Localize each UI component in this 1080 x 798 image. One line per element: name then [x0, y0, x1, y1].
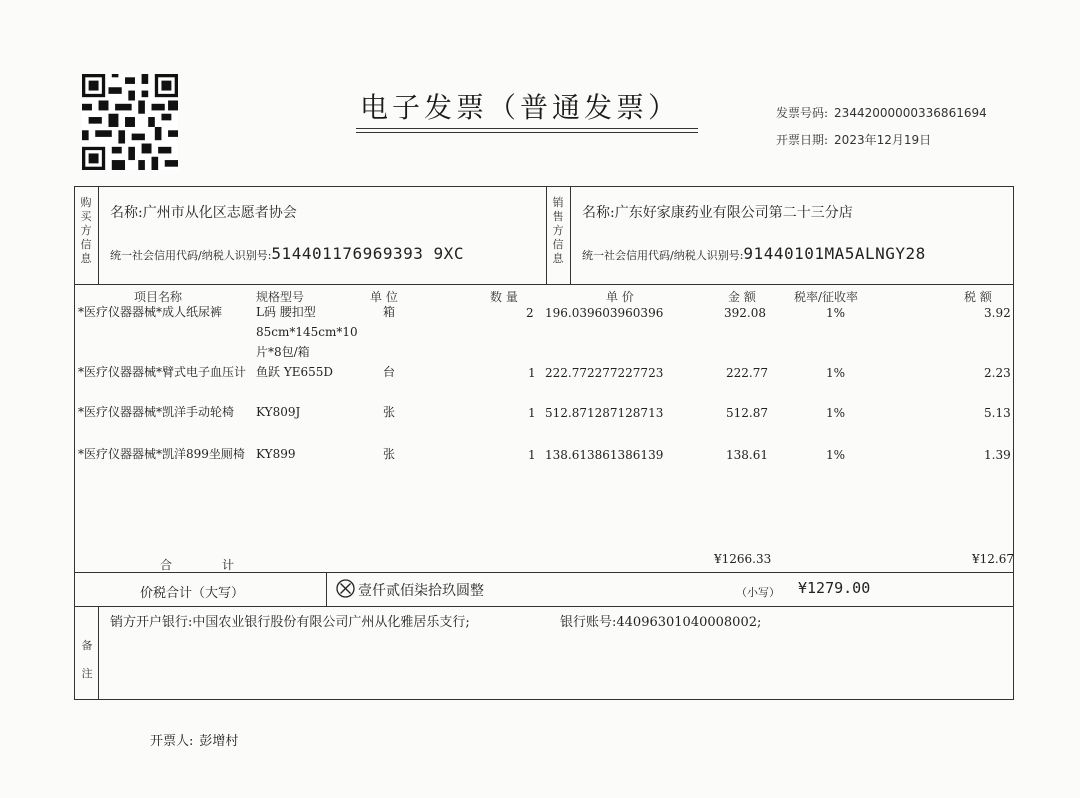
- item-4-amount: 138.61: [726, 448, 768, 462]
- cross-circle-icon: [336, 579, 355, 598]
- title-underline-2: [356, 132, 698, 133]
- item-2-tax: 2.23: [984, 366, 1011, 380]
- issue-date-value: 2023年12月19日: [834, 133, 932, 147]
- seller-name-field: [582, 202, 853, 222]
- invoice-number-value: 23442000000336861694: [834, 106, 987, 120]
- buyer-section-label: 购买方信息: [80, 196, 92, 265]
- divider-party-bottom: [74, 284, 1014, 285]
- col-header-spec: 规格型号: [256, 290, 305, 304]
- col-header-price: 单 价: [606, 290, 634, 304]
- col-header-amount: 金 额: [728, 290, 756, 304]
- total-label: 合计: [160, 558, 285, 572]
- divider-buyer-label: [98, 186, 99, 284]
- buyer-name-field: [110, 202, 297, 222]
- item-1-name: *医疗仪器器械*成人纸尿裤: [78, 305, 223, 319]
- invoice-number-field: [776, 104, 987, 121]
- issuer-name: 彭增村: [199, 734, 239, 749]
- item-2-price: 222.772277227723: [545, 366, 664, 380]
- item-4-price: 138.613861386139: [545, 448, 664, 462]
- item-3-price: 512.871287128713: [545, 406, 664, 420]
- item-3-unit: 张: [383, 405, 396, 419]
- item-1-rate: 1%: [826, 306, 846, 320]
- qr-code: [82, 74, 178, 170]
- buyer-name-label: 名称:: [110, 205, 143, 221]
- item-4-name: *医疗仪器器械*凯洋899坐厕椅: [78, 447, 245, 461]
- total-tax: ¥12.67: [972, 552, 1014, 566]
- item-2-qty: 1: [528, 366, 536, 380]
- item-4-qty: 1: [528, 448, 536, 462]
- item-1-amount: 392.08: [724, 306, 766, 320]
- item-2-amount: 222.77: [726, 366, 768, 380]
- grand-total-words: 壹仟贰佰柒拾玖圆整: [358, 583, 484, 599]
- seller-name: 广东好家康药业有限公司第二十三分店: [614, 205, 853, 221]
- divider-remarks-label: [98, 606, 99, 700]
- item-3-spec: KY809J: [256, 405, 301, 419]
- buyer-code: 514401176969393 9XC: [271, 244, 464, 263]
- divider-grand-total: [326, 572, 327, 606]
- item-2-rate: 1%: [826, 366, 846, 380]
- item-2-name: *医疗仪器器械*臂式电子血压计: [78, 365, 247, 379]
- grand-total-label: 价税合计（大写）: [140, 586, 245, 601]
- divider-buyer-seller: [546, 186, 547, 284]
- seller-code-field: [582, 244, 926, 263]
- item-3-name: *医疗仪器器械*凯洋手动轮椅: [78, 405, 235, 419]
- grand-total-small-label: （小写）: [736, 586, 780, 599]
- item-2-spec: 鱼跃 YE655D: [256, 365, 334, 379]
- grand-total-small: ¥1279.00: [798, 579, 871, 597]
- invoice-title: 电子发票（普通发票）: [360, 91, 681, 124]
- item-3-rate: 1%: [826, 406, 846, 420]
- item-4-unit: 张: [383, 447, 396, 461]
- col-header-item: 项目名称: [134, 290, 183, 304]
- divider-seller-label: [570, 186, 571, 284]
- item-1-tax: 3.92: [984, 306, 1011, 320]
- divider-totals-bottom: [74, 606, 1014, 607]
- item-2-unit: 台: [383, 365, 396, 379]
- issue-date-field: [776, 131, 931, 148]
- seller-code-label: 统一社会信用代码/纳税人识别号:: [582, 249, 744, 262]
- col-header-qty: 数 量: [490, 290, 518, 304]
- col-header-tax: 税 额: [964, 290, 992, 304]
- issuer-field: [150, 730, 238, 749]
- item-1-qty: 2: [526, 306, 534, 320]
- remarks-bank: 销方开户银行:中国农业银行股份有限公司广州从化雅居乐支行;: [110, 615, 470, 630]
- seller-section-label: 销售方信息: [552, 196, 564, 265]
- remarks-section-label: 备注: [81, 639, 93, 680]
- col-header-unit: 单 位: [370, 290, 398, 304]
- item-4-rate: 1%: [826, 448, 846, 462]
- remarks-account: 银行账号:44096301040008002;: [560, 615, 762, 630]
- item-1-spec: L码 腰扣型 85cm*145cm*10片*8包/箱: [256, 305, 358, 359]
- item-3-tax: 5.13: [984, 406, 1011, 420]
- item-3-amount: 512.87: [726, 406, 768, 420]
- invoice-number-label: 发票号码:: [776, 106, 829, 120]
- issue-date-label: 开票日期:: [776, 133, 829, 147]
- item-4-spec: KY899: [256, 447, 296, 461]
- title-underline: [356, 128, 698, 129]
- buyer-name: 广州市从化区志愿者协会: [142, 205, 297, 221]
- issuer-label: 开票人:: [150, 734, 194, 749]
- buyer-code-label: 统一社会信用代码/纳税人识别号:: [110, 249, 272, 262]
- total-amount: ¥1266.33: [714, 552, 772, 566]
- seller-name-label: 名称:: [582, 205, 615, 221]
- item-3-qty: 1: [528, 406, 536, 420]
- buyer-code-field: [110, 244, 464, 263]
- col-header-rate: 税率/征收率: [794, 290, 859, 304]
- item-1-price: 196.039603960396: [545, 306, 664, 320]
- item-4-tax: 1.39: [984, 448, 1011, 462]
- seller-code: 91440101MA5ALNGY28: [743, 244, 926, 263]
- item-1-unit: 箱: [383, 305, 396, 319]
